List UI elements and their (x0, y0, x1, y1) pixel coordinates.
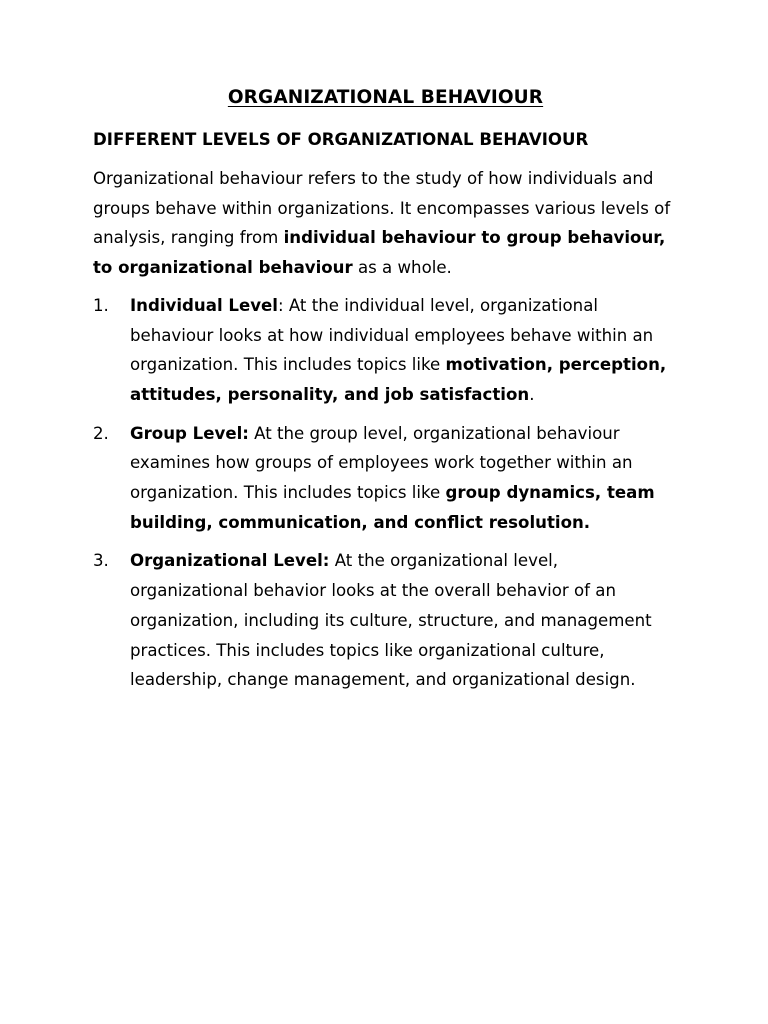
list-item-individual-level (93, 291, 678, 410)
list-number: 2. (93, 423, 109, 443)
document-body (93, 84, 678, 704)
list-item-text: At the group level, organizational behaviour examines how groups of employees work together within an organization. This includes topics like (130, 423, 633, 503)
intro-text-start: Organizational behaviour refers to the study of how individuals and groups behave within organizations. It encompasses various levels of analysis, ranging from (93, 169, 671, 248)
list-item-heading: Organizational Level: (130, 551, 330, 571)
list-item-organizational-level (93, 546, 678, 695)
document-title: ORGANIZATIONAL BEHAVIOUR (227, 87, 544, 108)
list-item-text-end: . (529, 384, 535, 404)
list-item-text: At the organizational level, organizational behavior looks at the overall behavior of an organization, including its culture, structure, and management practices. This includes topics like organizational culture, leadership, change management, and organizational design. (130, 551, 652, 690)
list-item-bold-text: group dynamics, team building, communication, and conflict resolution. (130, 483, 655, 532)
intro-text-end: as a whole. (352, 258, 452, 278)
list-item-heading: Group Level: (130, 423, 249, 443)
list-item-heading: Individual Level (130, 295, 278, 315)
list-item-group-level (93, 419, 678, 538)
list-item-bold-text: motivation, perception, attitudes, personality, and job satisfaction (130, 355, 667, 404)
intro-paragraph (93, 164, 678, 283)
intro-bold-text: individual behaviour to group behaviour, to organizational behaviour (93, 228, 666, 278)
list-number: 1. (93, 295, 109, 315)
list-item-text: : At the individual level, organizational behaviour looks at how individual employees behave within an organization. This includes topics like (130, 295, 654, 375)
section-heading: DIFFERENT LEVELS OF ORGANIZATIONAL BEHAVIOUR (93, 130, 589, 149)
levels-list (93, 291, 678, 695)
list-number: 3. (93, 551, 109, 571)
